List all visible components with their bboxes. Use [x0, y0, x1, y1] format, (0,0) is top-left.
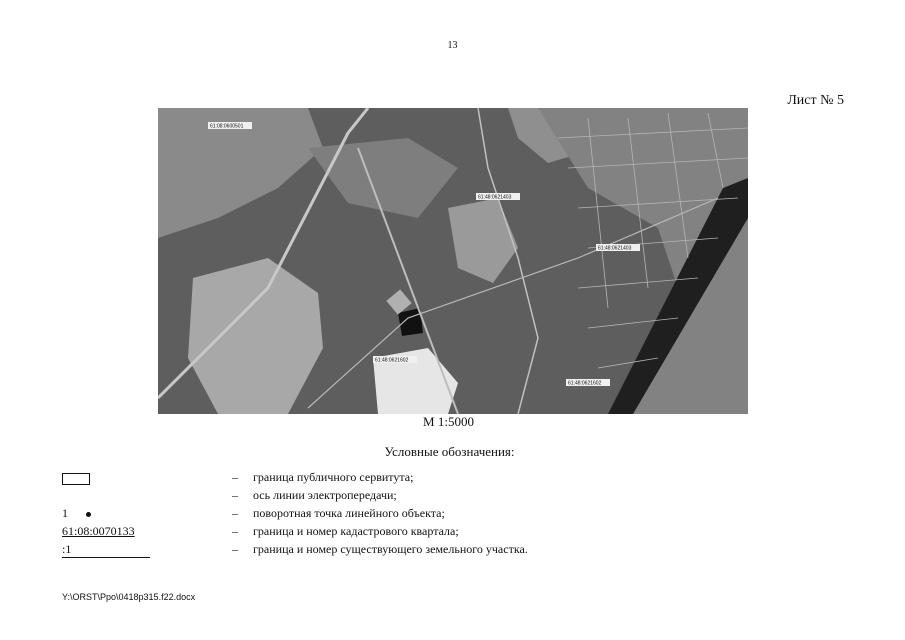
legend-text: ось линии электропередачи; [253, 488, 397, 502]
map-label-3: 61:48:0621403 [598, 245, 632, 252]
legend-text: граница и номер кадастрового квартала; [253, 524, 459, 538]
map-label-5: 61:48:0621602 [568, 380, 602, 387]
legend-dash: – [232, 470, 238, 484]
sheet-label: Лист № 5 [787, 93, 844, 108]
legend-item-easement [0, 470, 905, 488]
map-label-4: 61:48:0621602 [375, 357, 409, 364]
legend-item-power-line [0, 488, 905, 506]
legend-dash: – [232, 488, 238, 502]
legend-dash: – [232, 542, 238, 556]
legend-text: поворотная точка линейного объекта; [253, 506, 445, 520]
cadastral-map [158, 108, 748, 414]
turning-point-symbol [62, 506, 91, 521]
legend-text: граница публичного сервитута; [253, 470, 414, 484]
cadastral-quarter-symbol: 61:08:0070133 [62, 524, 135, 538]
footer-file-path: Y:\ORST\Ppo\0418p315.f22.docx [62, 592, 196, 602]
legend-item-land-plot [0, 542, 905, 560]
legend-item-turning-point [0, 506, 905, 524]
land-plot-symbol: :1 [62, 542, 150, 558]
point-icon [86, 512, 91, 517]
map-label-2: 61:48:0621403 [478, 194, 512, 201]
map-image [158, 108, 748, 414]
map-scale: М 1:5000 [423, 414, 474, 429]
page-number: 13 [447, 40, 458, 51]
legend-dash: – [232, 506, 238, 520]
legend-dash: – [232, 524, 238, 538]
turning-point-number: 1 [62, 506, 68, 520]
legend-text: граница и номер существующего земельного участка. [253, 542, 528, 556]
legend-item-cadastral-quarter [0, 524, 905, 542]
legend-title: Условные обозначения: [384, 444, 515, 459]
easement-boundary-symbol [62, 473, 90, 485]
map-label-1: 61:08:0600501 [210, 123, 244, 130]
